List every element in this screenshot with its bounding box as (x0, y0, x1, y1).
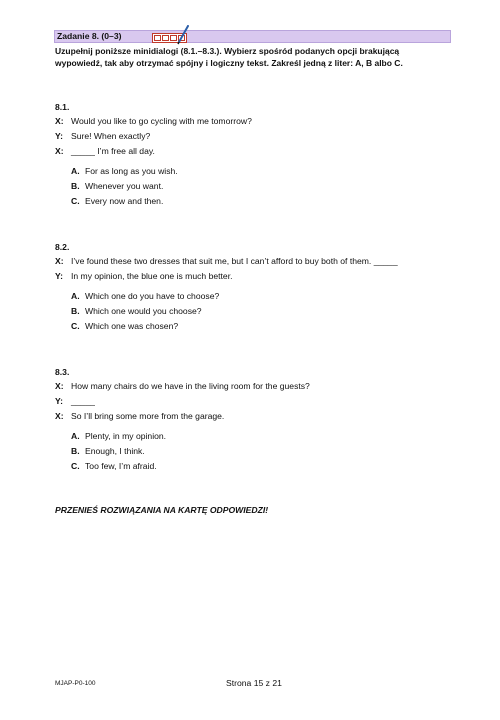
option-letter: A. (71, 291, 80, 301)
dialogue-8-1 (55, 100, 252, 209)
option-letter: C. (71, 461, 80, 471)
options (55, 164, 252, 209)
utterance: I’ve found these two dresses that suit me, but I can’t afford to buy both of them. _____ (71, 256, 398, 266)
dialogue-line (55, 379, 310, 394)
speaker: X: (55, 116, 64, 126)
score-box (154, 35, 161, 41)
option-text: Which one was chosen? (85, 321, 179, 331)
dialogue-line (55, 409, 310, 424)
option-c[interactable] (55, 319, 398, 334)
option-letter: C. (71, 196, 80, 206)
option-b[interactable] (55, 304, 398, 319)
score-box (162, 35, 169, 41)
utterance: In my opinion, the blue one is much better. (71, 271, 233, 281)
utterance: _____ (71, 396, 95, 406)
option-b[interactable] (55, 179, 252, 194)
option-letter: C. (71, 321, 80, 331)
dialogue-8-2 (55, 240, 398, 334)
dialogue-line (55, 144, 252, 159)
option-c[interactable] (55, 194, 252, 209)
task-number: 8.3. (55, 367, 70, 377)
options (55, 289, 398, 334)
utterance: _____ I’m free all day. (71, 146, 155, 156)
option-a[interactable] (55, 164, 252, 179)
dialogue-line (55, 269, 398, 284)
instruction-line: Uzupełnij poniższe minidialogi (8.1.–8.3.). Wybierz spośród podanych opcji brakującą (55, 46, 400, 56)
option-letter: B. (71, 446, 80, 456)
option-text: Plenty, in my opinion. (85, 431, 167, 441)
option-a[interactable] (55, 429, 310, 444)
option-letter: A. (71, 431, 80, 441)
task-number: 8.1. (55, 102, 70, 112)
option-text: Which one do you have to choose? (85, 291, 220, 301)
option-text: Enough, I think. (85, 446, 145, 456)
pencil-icon (176, 25, 190, 45)
speaker: X: (55, 411, 64, 421)
option-text: Every now and then. (85, 196, 164, 206)
option-text: Whenever you want. (85, 181, 164, 191)
options (55, 429, 310, 474)
task-number: 8.2. (55, 242, 70, 252)
option-letter: B. (71, 181, 80, 191)
dialogue-line (55, 254, 398, 269)
option-text: Too few, I’m afraid. (85, 461, 157, 471)
instruction-line: wypowiedź, tak aby otrzymać spójny i logiczny tekst. Zakreśl jedną z liter: A, B albo C. (55, 58, 403, 68)
utterance: Would you like to go cycling with me tomorrow? (71, 116, 252, 126)
dialogue-line (55, 394, 310, 409)
utterance: Sure! When exactly? (71, 131, 151, 141)
speaker: X: (55, 256, 64, 266)
speaker: X: (55, 146, 64, 156)
utterance: How many chairs do we have in the living room for the guests? (71, 381, 310, 391)
exam-code: MJAP-P0-100 (55, 680, 96, 687)
option-text: Which one would you choose? (85, 306, 202, 316)
option-c[interactable] (55, 459, 310, 474)
task-title: Zadanie 8. (0–3) (57, 31, 122, 41)
page-number: Strona 15 z 21 (226, 678, 282, 688)
speaker: Y: (55, 271, 63, 281)
dialogue-8-3 (55, 365, 310, 474)
option-a[interactable] (55, 289, 398, 304)
instruction (55, 45, 455, 69)
option-text: For as long as you wish. (85, 166, 178, 176)
speaker: Y: (55, 131, 63, 141)
option-letter: B. (71, 306, 80, 316)
speaker: X: (55, 381, 64, 391)
dialogue-line (55, 129, 252, 144)
speaker: Y: (55, 396, 63, 406)
utterance: So I’ll bring some more from the garage. (71, 411, 225, 421)
option-b[interactable] (55, 444, 310, 459)
dialogue-line (55, 114, 252, 129)
transfer-note: PRZENIEŚ ROZWIĄZANIA NA KARTĘ ODPOWIEDZI! (55, 505, 269, 515)
option-letter: A. (71, 166, 80, 176)
